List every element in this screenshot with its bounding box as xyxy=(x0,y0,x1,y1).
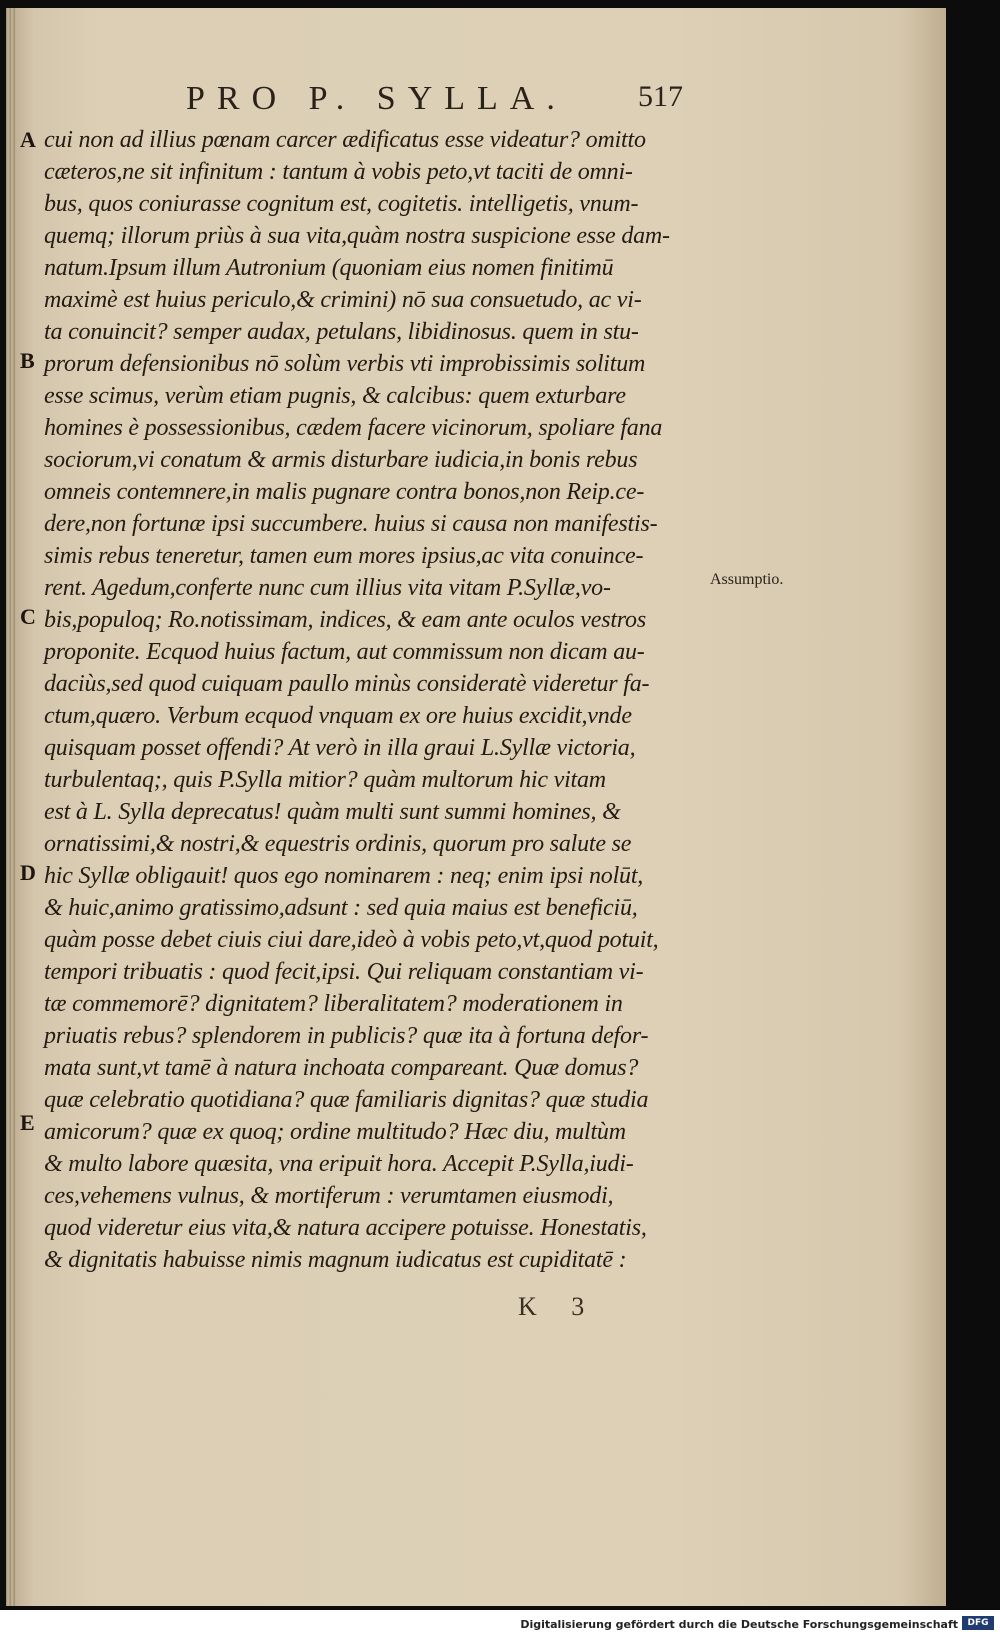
section-letter-a: A xyxy=(20,127,36,152)
funding-credit: Digitalisierung gefördert durch die Deutsche Forschungsgemeinschaft xyxy=(520,1618,958,1631)
section-letter-b: B xyxy=(20,348,35,373)
section-letter-e: E xyxy=(20,1110,35,1135)
text-line: bus, quos coniurasse cognitum est, cogitetis. intelligetis, vnum- xyxy=(44,191,639,217)
text-line: & huic,animo gratissimo,adsunt : sed quia maius est beneficiū, xyxy=(44,895,638,921)
text-line: est à L. Sylla deprecatus! quàm multi sunt summi homines, & xyxy=(44,799,621,825)
text-line: maximè est huius periculo,& crimini) nō sua consuetudo, ac vi- xyxy=(44,287,642,313)
text-line: simis rebus teneretur, tamen eum mores ipsius,ac vita conuince- xyxy=(44,543,644,569)
text-line: quod videretur eius vita,& natura accipere potuisse. Honestatis, xyxy=(44,1215,647,1241)
text-line: prorum defensionibus nō solùm verbis vti improbissimis solitum xyxy=(44,351,646,377)
text-line: ctum,quæro. Verbum ecquod vnquam ex ore huius excidit,vnde xyxy=(44,703,632,729)
text-line: sociorum,vi conatum & armis disturbare iudicia,in bonis rebus xyxy=(44,447,638,473)
dfg-logo: DFG xyxy=(962,1616,994,1630)
text-line: ornatissimi,& nostri,& equestris ordinis, quorum pro salute se xyxy=(44,831,632,857)
page-edge xyxy=(6,8,16,1606)
text-line: tempori tribuatis : quod fecit,ipsi. Qui reliquam constantiam vi- xyxy=(44,959,644,985)
text-line: bis,populoq; Ro.notissimam, indices, & eam ante oculos vestros xyxy=(44,607,646,633)
text-line: hic Syllæ obligauit! quos ego nominarem : neq; enim ipsi nolūt, xyxy=(44,863,644,889)
body-text xyxy=(44,124,734,1304)
signature-mark: K 3 xyxy=(518,1292,599,1321)
text-line: esse scimus, verùm etiam pugnis, & calcibus: quem exturbare xyxy=(44,383,626,409)
text-line: mata sunt,vt tamē à natura inchoata compareant. Quæ domus? xyxy=(44,1055,639,1081)
page-number: 517 xyxy=(638,80,683,113)
text-line: natum.Ipsum illum Autronium (quoniam eius nomen finitimū xyxy=(44,255,614,281)
running-title: PRO P. SYLLA. xyxy=(186,80,567,117)
text-line: daciùs,sed quod cuiquam paullo minùs consideratè videretur fa- xyxy=(44,671,650,697)
text-line: rent. Agedum,conferte nunc cum illius vita vitam P.Syllæ,vo- xyxy=(44,575,611,601)
text-line: & dignitatis habuisse nimis magnum iudicatus est cupiditatē : xyxy=(44,1247,627,1273)
text-line: homines è possessionibus, cædem facere vicinorum, spoliare fana xyxy=(44,415,663,441)
text-line: tæ commemorē? dignitatem? liberalitatem? moderationem in xyxy=(44,991,623,1017)
book-page xyxy=(6,8,946,1606)
text-line: dere,non fortunæ ipsi succumbere. huius si causa non manifestis- xyxy=(44,511,658,537)
text-line: quæ celebratio quotidiana? quæ familiaris dignitas? quæ studia xyxy=(44,1087,649,1113)
text-line: & multo labore quæsita, vna eripuit hora. Accepit P.Sylla,iudi- xyxy=(44,1151,634,1177)
text-line: priuatis rebus? splendorem in publicis? quæ ita à fortuna defor- xyxy=(44,1023,649,1049)
text-line: cæteros,ne sit infinitum : tantum à vobis peto,vt taciti de omni- xyxy=(44,159,633,185)
text-line: cui non ad illius pœnam carcer ædificatus esse videatur? omitto xyxy=(44,127,646,153)
text-line: quàm posse debet ciuis ciui dare,ideò à vobis peto,vt,quod potuit, xyxy=(44,927,659,953)
text-line: proponite. Ecquod huius factum, aut commissum non dicam au- xyxy=(44,639,645,665)
section-letter-c: C xyxy=(20,604,36,629)
text-line: quemq; illorum priùs à sua vita,quàm nostra suspicione esse dam- xyxy=(44,223,670,249)
text-line: omneis contemnere,in malis pugnare contra bonos,non Reip.ce- xyxy=(44,479,645,505)
text-line: ta conuincit? semper audax, petulans, libidinosus. quem in stu- xyxy=(44,319,639,345)
text-line: amicorum? quæ ex quoq; ordine multitudo? Hæc diu, multùm xyxy=(44,1119,626,1145)
footer-bar xyxy=(0,1610,1000,1640)
section-letter-d: D xyxy=(20,860,36,885)
text-line: ces,vehemens vulnus, & mortiferum : verumtamen eiusmodi, xyxy=(44,1183,614,1209)
text-line: quisquam posset offendi? At verò in illa graui L.Syllæ victoria, xyxy=(44,735,636,761)
page-header xyxy=(186,80,706,124)
text-line: turbulentaq;, quis P.Sylla mitior? quàm multorum hic vitam xyxy=(44,767,606,793)
margin-note: Assumptio. xyxy=(710,571,784,588)
